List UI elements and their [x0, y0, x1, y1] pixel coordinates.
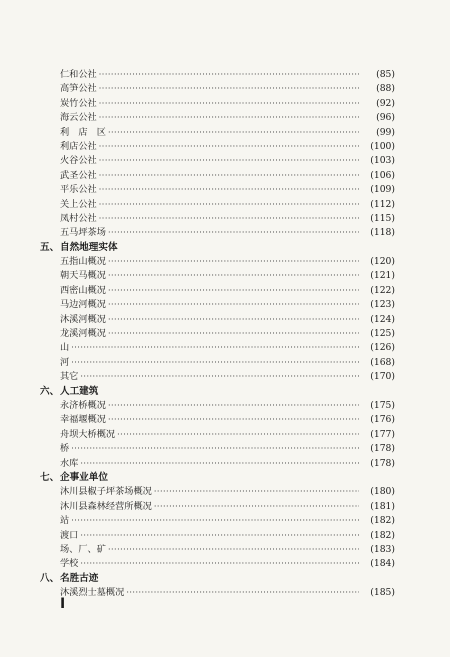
- toc-section-heading: [40, 241, 395, 255]
- toc-entry-title: 西密山概况: [60, 284, 106, 296]
- toc-page-number: (175): [370, 399, 395, 411]
- page-folio: I: [60, 596, 66, 612]
- toc-entry-title: 龙溪河概况: [60, 328, 106, 340]
- toc-entry-title: 站: [60, 515, 70, 527]
- toc-entry: [40, 154, 395, 168]
- toc-page-number: (176): [370, 414, 395, 426]
- dot-leader: [99, 154, 359, 168]
- dot-leader: [126, 586, 359, 600]
- toc-page-number: (85): [376, 69, 395, 80]
- toc-page-number: (182): [370, 529, 395, 541]
- toc-entry-title: 仁和公社: [60, 69, 97, 80]
- dot-leader: [154, 500, 359, 514]
- section-number: 五、: [40, 241, 60, 253]
- section-title: 人工建筑: [60, 385, 99, 397]
- toc-page-number: (184): [370, 558, 395, 570]
- toc-page-number: (112): [370, 198, 395, 210]
- dot-leader: [80, 529, 359, 543]
- toc-page-number: (122): [370, 284, 395, 296]
- toc-page-number: (181): [370, 500, 395, 512]
- toc-entry: [40, 226, 395, 240]
- toc-page-number: (183): [370, 543, 395, 555]
- toc-entry: [40, 269, 395, 283]
- toc-entry: [40, 284, 395, 298]
- toc-entry: [40, 413, 395, 427]
- dot-leader: [154, 485, 359, 499]
- toc-entry: [40, 399, 395, 413]
- toc-entry: [40, 313, 395, 327]
- toc-entry-title: 沐川县椒子坪茶场概况: [60, 486, 152, 498]
- toc-entry-title: 武圣公社: [60, 169, 97, 181]
- toc-entry-title: 沐川县森林经营所概况: [60, 500, 152, 512]
- dot-leader: [108, 226, 359, 240]
- dot-leader: [117, 428, 359, 442]
- dot-leader: [99, 212, 359, 226]
- dot-leader: [99, 183, 359, 197]
- toc-page-number: (109): [370, 184, 395, 196]
- toc-entry: [40, 485, 395, 499]
- dot-leader: [99, 82, 359, 96]
- dot-leader: [99, 111, 359, 125]
- toc-section-heading: [40, 471, 395, 485]
- toc-entry: [40, 68, 395, 82]
- toc-entry-title: 五指山概况: [60, 256, 106, 268]
- toc-entry-title: 河: [60, 356, 70, 368]
- section-title: 名胜古迹: [60, 572, 99, 584]
- toc-page-number: (178): [370, 443, 395, 455]
- dot-leader: [80, 557, 359, 571]
- toc-entry: [40, 212, 395, 226]
- toc-page-number: (118): [370, 227, 395, 239]
- toc-entry-title: 平乐公社: [60, 184, 97, 196]
- dot-leader: [108, 543, 359, 557]
- toc-entry: [40, 442, 395, 456]
- dot-leader: [108, 327, 359, 341]
- toc-entry: [40, 370, 395, 384]
- toc-entry: [40, 586, 395, 600]
- toc-page-number: (103): [370, 155, 395, 167]
- toc-entry: [40, 341, 395, 355]
- dot-leader: [108, 413, 359, 427]
- dot-leader: [71, 356, 359, 370]
- dot-leader: [71, 341, 359, 355]
- toc-entry-title: 山: [60, 342, 70, 354]
- dot-leader: [99, 97, 359, 111]
- dot-leader: [80, 370, 359, 384]
- toc-entry: [40, 183, 395, 197]
- dot-leader: [108, 298, 359, 312]
- dot-leader: [99, 169, 359, 183]
- dot-leader: [71, 442, 359, 456]
- toc-entry-title: 关上公社: [60, 198, 97, 210]
- section-number: 六、: [40, 385, 60, 397]
- dot-leader: [108, 399, 359, 413]
- toc-entry: [40, 557, 395, 571]
- toc-entry-title: 高笋公社: [60, 83, 97, 95]
- toc-page-number: (124): [370, 313, 395, 325]
- toc-entry-title: 沐溪河概况: [60, 313, 106, 325]
- toc-page-number: (123): [370, 299, 395, 311]
- section-title: 企事业单位: [60, 471, 108, 483]
- toc-entry-title: 沐溪烈士墓概况: [60, 587, 125, 599]
- section-number: 八、: [40, 572, 60, 584]
- toc-entry-title: 海云公社: [60, 112, 97, 124]
- section-number: 七、: [40, 471, 60, 483]
- toc-page-number: (170): [370, 371, 395, 383]
- toc-entry: [40, 356, 395, 370]
- toc-entry: [40, 298, 395, 312]
- toc-entry: [40, 543, 395, 557]
- toc-page-number: (121): [370, 270, 395, 282]
- dot-leader: [108, 269, 359, 283]
- toc-page-number: (182): [370, 515, 395, 527]
- toc-entry-title: 其它: [60, 371, 79, 383]
- toc-page-number: (115): [370, 212, 395, 224]
- toc-entry: [40, 140, 395, 154]
- table-of-contents: [40, 68, 395, 600]
- toc-entry-title: 永济桥概况: [60, 399, 106, 411]
- section-title: 自然地理实体: [60, 241, 118, 253]
- toc-entry: [40, 169, 395, 183]
- toc-page-number: (99): [376, 126, 395, 138]
- dot-leader: [99, 140, 359, 154]
- toc-entry-title: 利店公社: [60, 140, 97, 152]
- dot-leader: [99, 68, 359, 82]
- toc-section-heading: [40, 572, 395, 586]
- toc-entry: [40, 327, 395, 341]
- dot-leader: [71, 514, 359, 528]
- toc-entry-title: 利 店 区: [60, 126, 106, 138]
- toc-entry-title: 渡口: [60, 529, 79, 541]
- toc-page-number: (125): [370, 328, 395, 340]
- toc-page-number: (185): [370, 587, 395, 599]
- toc-page-number: (120): [370, 256, 395, 268]
- toc-entry: [40, 255, 395, 269]
- toc-entry-title: 舟坝大桥概况: [60, 428, 116, 440]
- toc-page-number: (88): [376, 83, 395, 95]
- toc-entry-title: 幸福堰概况: [60, 414, 106, 426]
- toc-entry-title: 凤村公社: [60, 212, 97, 224]
- dot-leader: [99, 198, 359, 212]
- toc-entry-title: 火谷公社: [60, 155, 97, 167]
- toc-page-number: (178): [370, 457, 395, 469]
- toc-entry-title: 水库: [60, 457, 79, 469]
- toc-entry-title: 桥: [60, 443, 70, 455]
- toc-page-number: (92): [376, 97, 395, 109]
- toc-page-number: (126): [370, 342, 395, 354]
- toc-entry: [40, 97, 395, 111]
- toc-entry: [40, 500, 395, 514]
- toc-section-heading: [40, 385, 395, 399]
- toc-entry: [40, 514, 395, 528]
- toc-entry-title: 炭竹公社: [60, 97, 97, 109]
- dot-leader: [108, 313, 359, 327]
- toc-entry: [40, 457, 395, 471]
- dot-leader: [108, 126, 359, 140]
- toc-page-number: (100): [370, 140, 395, 152]
- toc-entry: [40, 529, 395, 543]
- toc-entry: [40, 111, 395, 125]
- toc-entry-title: 场、厂、矿: [60, 543, 106, 555]
- toc-entry: [40, 428, 395, 442]
- dot-leader: [108, 255, 359, 269]
- toc-entry: [40, 126, 395, 140]
- dot-leader: [80, 457, 359, 471]
- toc-page-number: (96): [376, 112, 395, 124]
- toc-entry-title: 学校: [60, 558, 79, 570]
- toc-page-number: (180): [370, 486, 395, 498]
- toc-entry-title: 马边河概况: [60, 299, 106, 311]
- toc-entry: [40, 198, 395, 212]
- dot-leader: [108, 284, 359, 298]
- toc-page-number: (106): [370, 169, 395, 181]
- toc-entry: [40, 82, 395, 96]
- toc-page-number: (168): [370, 356, 395, 368]
- toc-page-number: (177): [370, 428, 395, 440]
- toc-entry-title: 朝天马概况: [60, 270, 106, 282]
- toc-entry-title: 五马坪茶场: [60, 227, 106, 239]
